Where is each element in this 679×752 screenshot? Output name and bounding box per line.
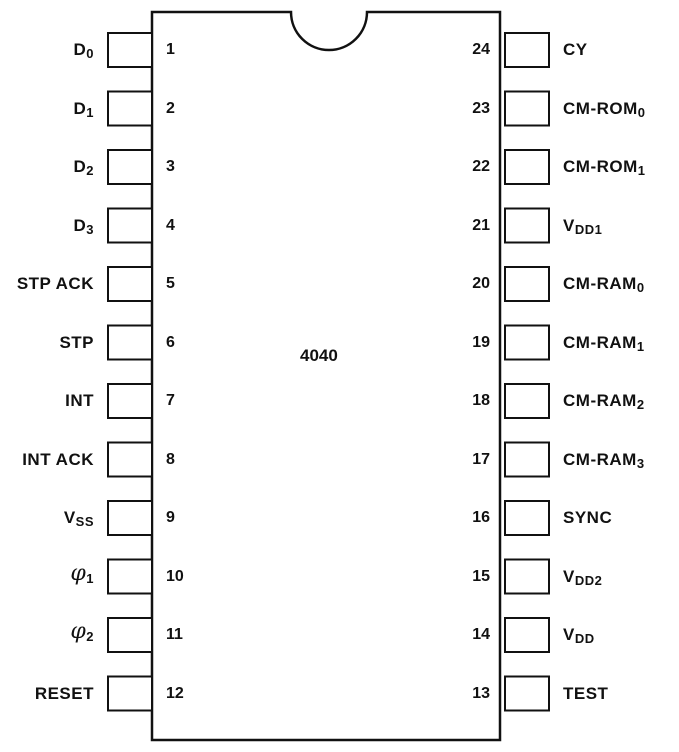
pin-number-8: 8 (166, 450, 175, 468)
pin-box-4 (108, 209, 152, 243)
pin-label-9: $V_{SS}$ (63, 508, 94, 529)
pin-box-24 (505, 33, 549, 67)
pin-box-13 (505, 677, 549, 711)
chip-body (152, 12, 500, 740)
pin-number-6: 6 (166, 333, 175, 351)
pin-number-21: 21 (472, 216, 490, 234)
pin-box-12 (108, 677, 152, 711)
pin-number-5: 5 (166, 275, 175, 292)
pin-number-13: 13 (472, 684, 490, 702)
pin-number-4: 4 (166, 216, 175, 234)
pin-number-7: 7 (166, 392, 175, 409)
pin-number-18: 18 (472, 392, 490, 409)
pin-number-10: 10 (166, 567, 184, 585)
pin-label-13: TEST (563, 683, 609, 703)
pin-box-8 (108, 443, 152, 477)
pin-label-17: $CM-RAM_3$ (563, 449, 645, 471)
pin-box-10 (108, 560, 152, 594)
pin-number-17: 17 (472, 450, 490, 468)
pin-label-11: $\varphi_2$ (70, 619, 94, 644)
pin-label-3: $D_2$ (73, 157, 94, 178)
pin-box-18 (505, 384, 549, 418)
pin-box-11 (108, 618, 152, 652)
pin-box-15 (505, 560, 549, 594)
pin-number-11: 11 (166, 626, 183, 643)
pin-box-21 (505, 209, 549, 243)
pin-box-17 (505, 443, 549, 477)
pin-number-2: 2 (166, 99, 175, 117)
pin-box-1 (108, 33, 152, 67)
pin-box-19 (505, 326, 549, 360)
pin-number-14: 14 (472, 626, 490, 643)
pin-label-16: SYNC (563, 508, 613, 527)
pin-label-22: $CM-ROM_1$ (563, 157, 646, 178)
pin-label-10: $\varphi_1$ (70, 560, 94, 586)
pin-box-3 (108, 150, 152, 184)
pin-box-6 (108, 326, 152, 360)
pin-label-2: $D_1$ (73, 98, 94, 120)
pin-label-18: $CM-RAM_2$ (563, 391, 645, 412)
pin-box-16 (505, 501, 549, 535)
pin-label-24: CY (563, 40, 588, 59)
pin-label-21: $V_{DD1}$ (563, 215, 603, 237)
pin-label-7: INT (65, 391, 94, 410)
pin-label-23: $CM-ROM_0$ (563, 98, 646, 120)
pin-box-9 (108, 501, 152, 535)
pin-box-14 (505, 618, 549, 652)
pin-number-20: 20 (472, 275, 490, 292)
pin-number-15: 15 (472, 567, 490, 585)
pin-label-6: STP (59, 332, 94, 352)
pin-box-5 (108, 267, 152, 301)
pin-label-12: RESET (34, 683, 94, 703)
pin-label-14: $V_{DD}$ (563, 625, 595, 646)
pin-label-4: $D_3$ (73, 215, 94, 237)
pin-box-20 (505, 267, 549, 301)
pin-label-20: $CM-RAM_0$ (563, 274, 645, 295)
pin-number-24: 24 (472, 41, 490, 58)
pin-box-2 (108, 92, 152, 126)
pin-number-12: 12 (166, 684, 184, 702)
pin-box-23 (505, 92, 549, 126)
pin-number-1: 1 (166, 41, 175, 58)
pin-label-1: $D_0$ (73, 40, 94, 61)
pin-label-19: $CM-RAM_1$ (563, 332, 645, 354)
pin-number-23: 23 (472, 99, 490, 117)
pin-number-22: 22 (472, 158, 490, 175)
pin-label-15: $V_{DD2}$ (563, 566, 603, 588)
part-number-label: 4040 (300, 346, 338, 365)
pin-box-22 (505, 150, 549, 184)
pin-number-9: 9 (166, 509, 175, 526)
pin-label-8: INT ACK (22, 449, 94, 469)
pin-number-16: 16 (472, 509, 490, 526)
pin-label-5: STP ACK (16, 274, 94, 293)
pin-number-3: 3 (166, 158, 175, 175)
pin-number-19: 19 (472, 333, 490, 351)
pin-box-7 (108, 384, 152, 418)
